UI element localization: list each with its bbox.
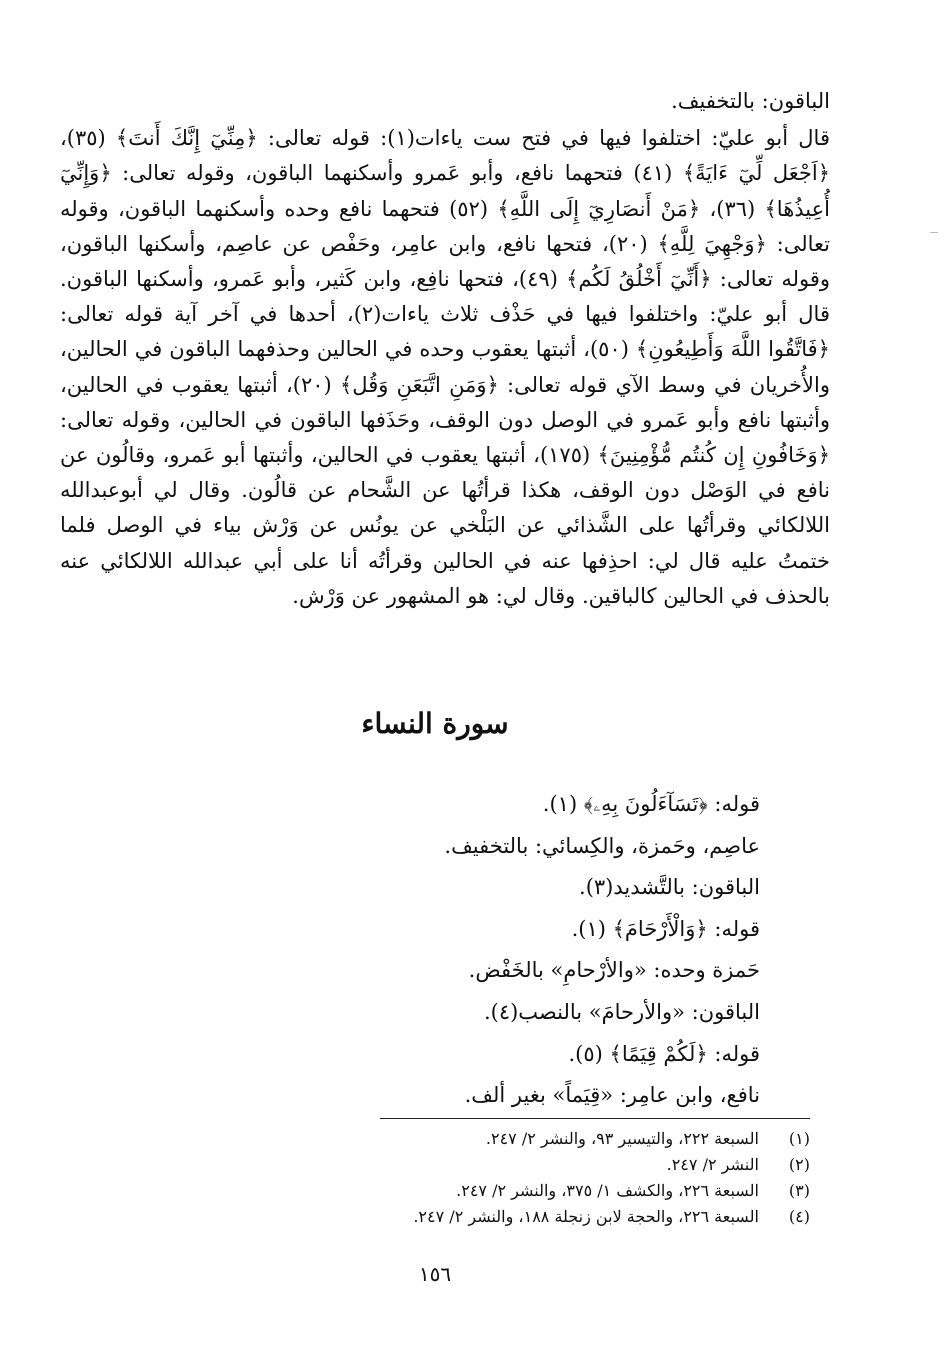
footnote-number: (٢) [788,1155,810,1174]
main-text-block [60,84,830,614]
entry-line: قوله: ﴿لَكُمْ قِيَمًا﴾ (٥). [568,1041,760,1066]
footnote-number: (١) [788,1129,810,1148]
footnote-divider [380,1118,810,1119]
margin-mark [930,232,938,233]
footnotes [110,1126,810,1230]
entry-line: نافع، وابن عامِر: «قِيَماً» بغير ألف. [464,1083,760,1108]
footnote-number: (٣) [788,1181,810,1200]
entry-line: الباقون: «والأرحامَ» بالنصب(٤). [483,999,760,1024]
footnote-number: (٤) [788,1207,810,1226]
footnote-text: السبعة ٢٢٦، والكشف ١/ ٣٧٥، والنشر ٢/ ٢٤٧. [456,1181,759,1200]
entry-line: حَمزة وحده: «والأرْحامِ» بالخَفْض. [468,958,760,983]
footnote-text: السبعة ٢٢٢، والتيسير ٩٣، والنشر ٢/ ٢٤٧. [485,1129,759,1148]
footnote-item [110,1178,810,1204]
entry-line: عاصِم، وحَمزة، والكِسائي: بالتخفيف. [444,833,760,858]
footnote-item [110,1126,810,1152]
footnote-item [110,1152,810,1178]
footnote-text: النشر ٢/ ٢٤٧. [666,1155,759,1174]
entry-line: قوله: ﴿وَالْأَرْحَامَ﴾ (١). [571,916,760,941]
entry-line: قوله: ﴿تَسَآءَلُونَ بِهِۦ﴾ (١). [542,792,760,816]
footnote-item [110,1204,810,1230]
surah-entries [160,784,760,1117]
main-paragraph: قال أبو عليّ: اختلفوا فيها في فتح ست ياءات(١): قوله تعالى: ﴿مِنِّيٓ إِنَّكَ أَنتَ﴾ (٣٥)، ﴿اَجْعَل لِّيٓ ءَايَةً﴾ (٤١) فتحهما نافع، وأبو عَمرو وأسكنهما الباقون، وقوله تعالى: ﴿وَإِنِّيٓ أُعِيذُهَا﴾ (٣٦)، ﴿مَنْ أَنصَارِيٓ إِلَى اللَّهِ﴾ (٥٢) فتحهما نافع وحده وأسكنهما الباقون، وقوله تعالى: ﴿وَجْهِيَ لِلَّهِ﴾ (٢٠)، فتحها نافع، وابن عامِر، وحَفْص عن عاصِم، وأسكنها الباقون، وقوله تعالى: ﴿أَنِّيٓ أَخْلُقُ لَكُم﴾ (٤٩)، فتحها نافِع، وابن كَثير، وأبو عَمرو، وأسكنها الباقون. قال أبو عليّ: واختلفوا فيها في حَذْف ثلاث ياءات(٢)، أحدها في آخر آية قوله تعالى: ﴿فَاتَّقُوا اللَّهَ وَأَطِيعُونِ﴾ (٥٠)، أثبتها يعقوب وحده في الحالين وحذفهما الباقون في الحالين، والأُخريان في وسط الآي قوله تعالى: ﴿وَمَنِ اتَّبَعَنِ وَقُل﴾ (٢٠)، أثبتها يعقوب في الحالين، وأثبتها نافع وأبو عَمرو في الوصل دون الوقف، وحَذَفها الباقون في الحالين، وقوله تعالى: ﴿وَخَافُونِ إِن كُنتُم مُّؤْمِنِينَ﴾ (١٧٥)، أثبتها يعقوب في الحالين، وأثبتها أبو عَمرو، وقالُون عن نافع في الوَصْل دون الوقف، هكذا قرأتُها عن الشَّحام عن قالُون. وقال لي أبوعبدالله اللالكائي وقرأتُها على الشَّذائي عن البَلْخي عن يونُس عن وَرْش بياء في الوصل فلما ختمتُ عليه قال لي: احذِفها عنه في الحالين وقرأتُه أنا على أبي عبدالله اللالكائي عنه بالحذف في الحالين كالباقين. وقال لي: هو المشهور عن وَرْش. [60,126,831,608]
footnote-text: السبعة ٢٢٦، والحجة لابن زنجلة ١٨٨، والنشر ٢/ ٢٤٧. [413,1207,759,1226]
intro-line: الباقون: بالتخفيف. [671,89,830,113]
entry-line: الباقون: بالتَّشديد(٣). [579,875,760,900]
page-number: ١٥٦ [418,1262,452,1286]
surah-title: سورة النساء [361,707,509,740]
